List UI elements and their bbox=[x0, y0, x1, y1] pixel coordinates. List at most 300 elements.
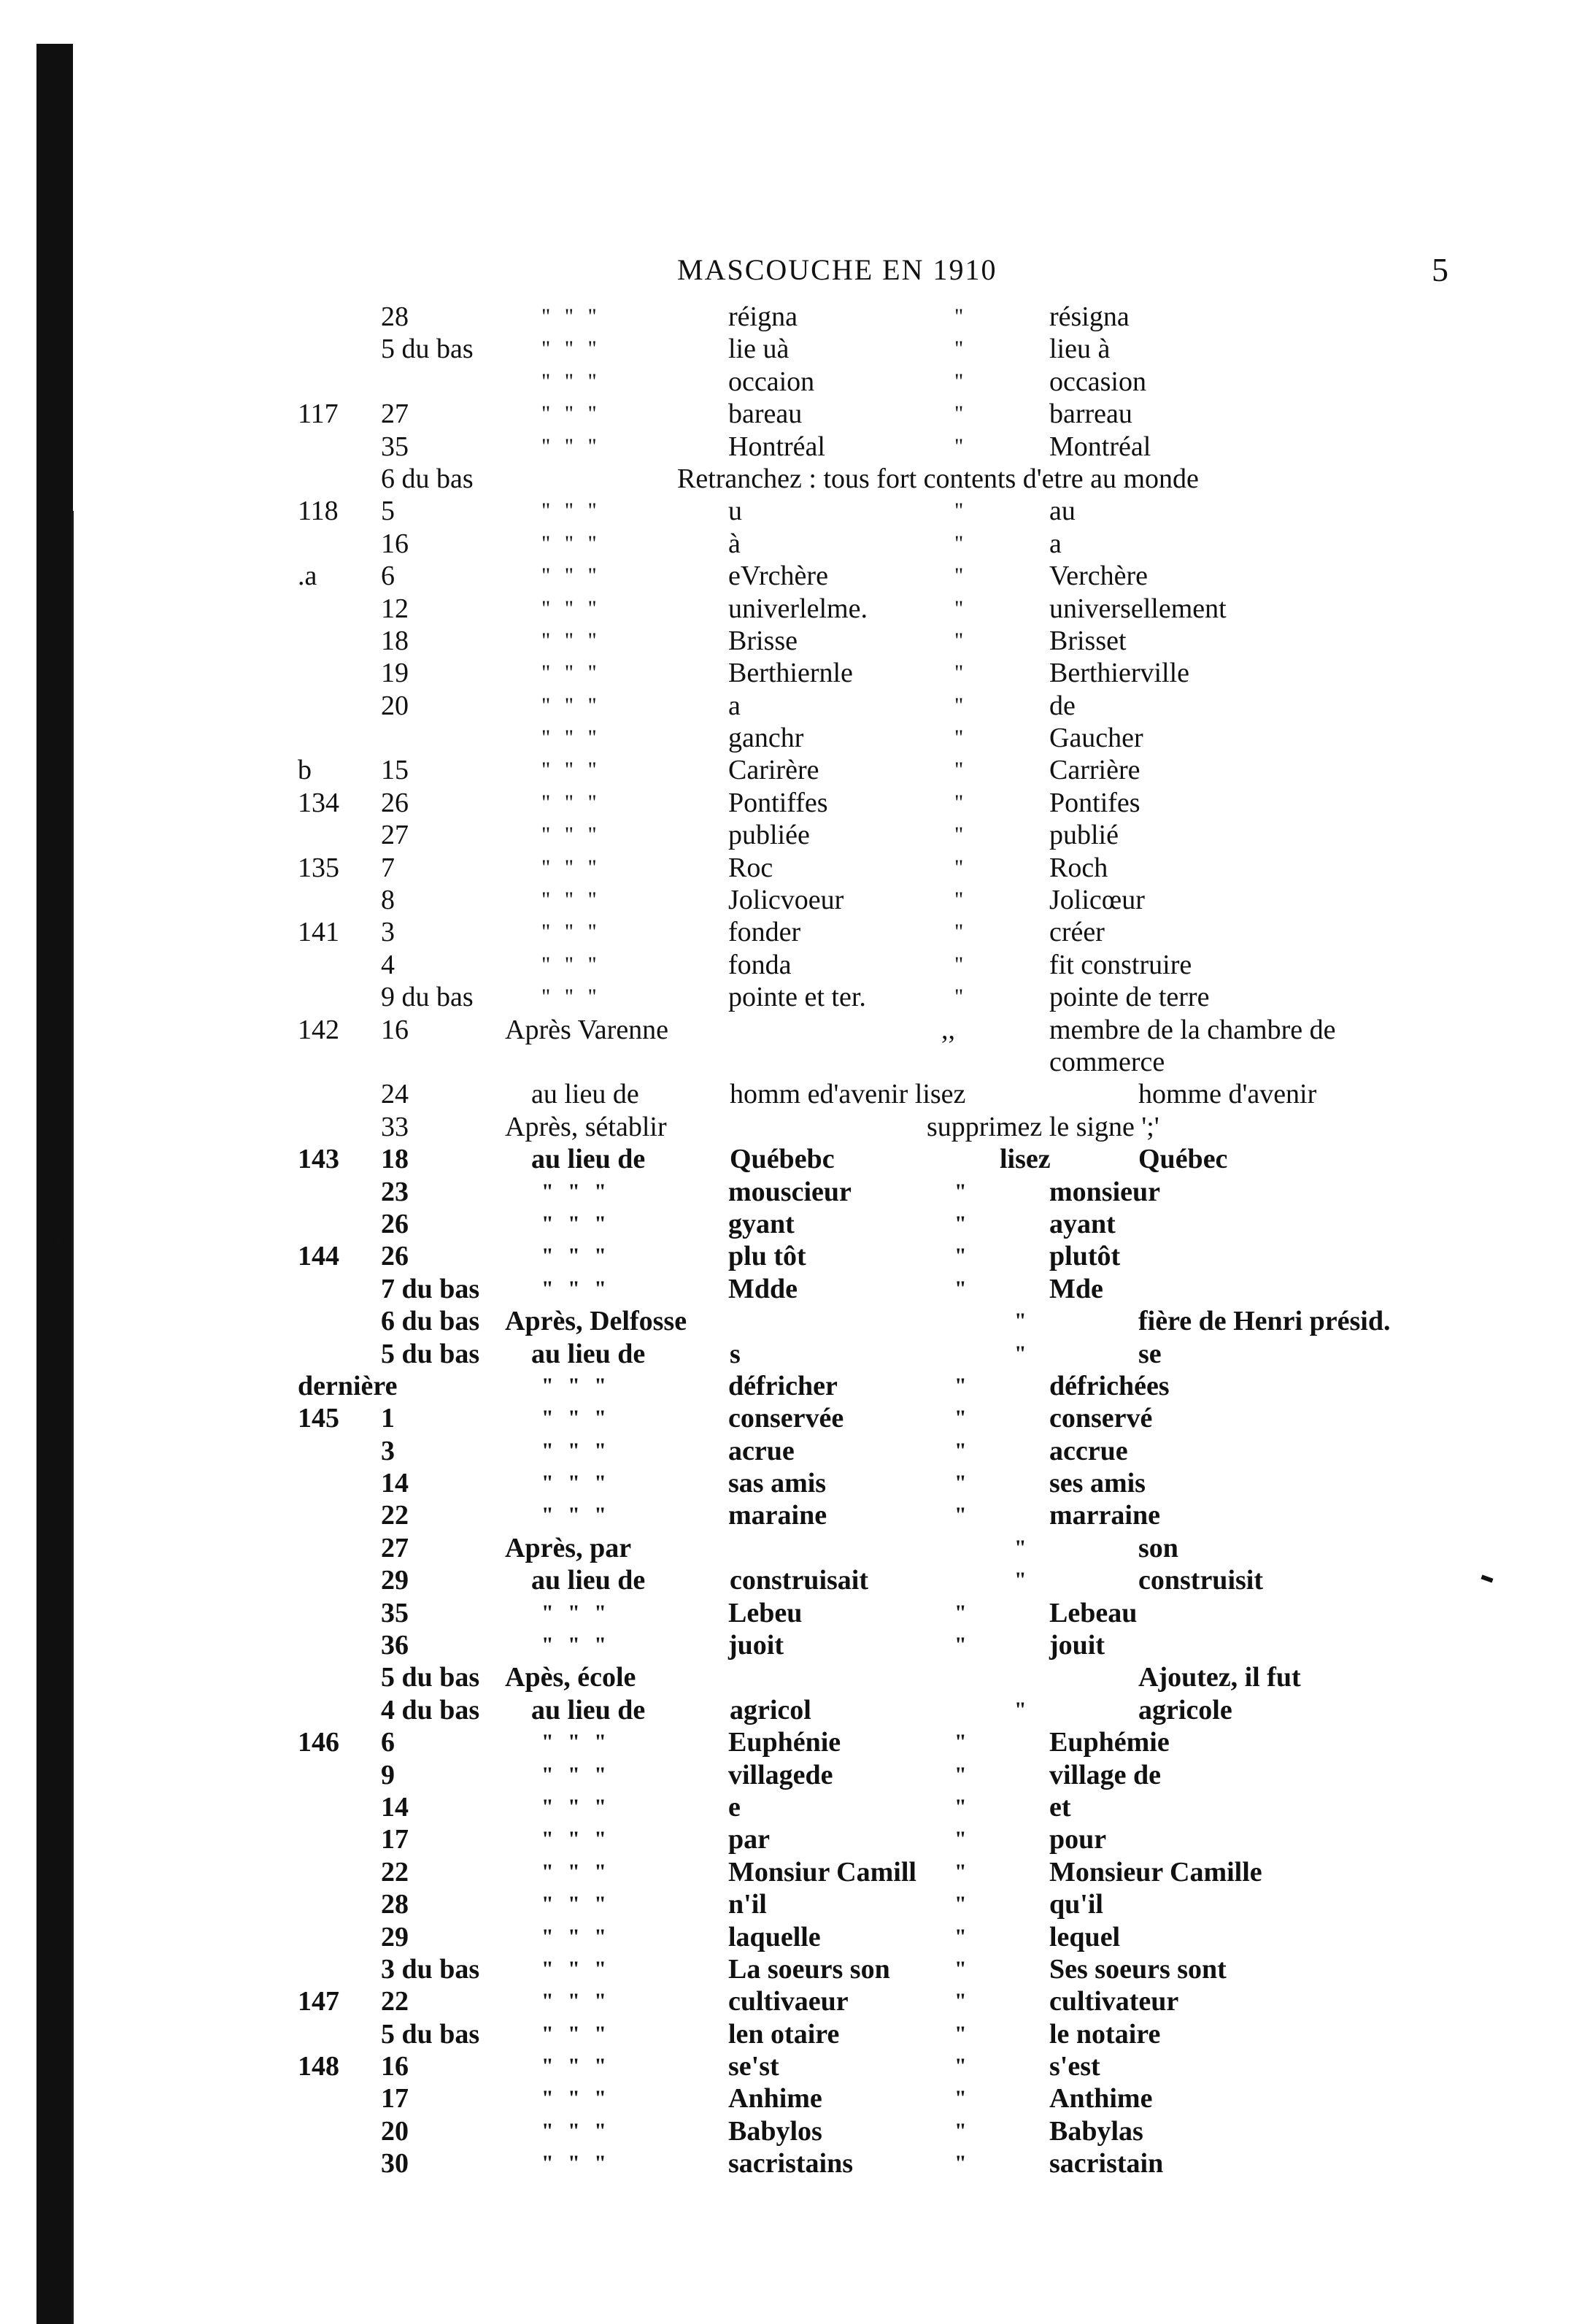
instruction-text: au lieu de bbox=[531, 1144, 646, 1175]
ditto-marks: " " " bbox=[541, 1762, 611, 1787]
line-ref: 29 bbox=[381, 1921, 409, 1952]
page-number: 5 bbox=[1432, 251, 1448, 288]
ditto-mark: " bbox=[954, 1471, 967, 1496]
incorrect-text: construisait bbox=[730, 1565, 868, 1596]
ditto-mark: " bbox=[1014, 1309, 1027, 1334]
ditto-mark: " bbox=[1014, 1535, 1027, 1560]
ditto-marks: " " " bbox=[541, 661, 601, 685]
ditto-marks: " " " bbox=[541, 1794, 611, 1819]
corrected-text: occasion bbox=[1049, 366, 1146, 397]
running-title: MASCOUCHE EN 1910 bbox=[677, 253, 997, 286]
ditto-marks: " " " bbox=[541, 1373, 611, 1398]
ditto-marks: " " " bbox=[541, 920, 601, 944]
incorrect-text: juoit bbox=[728, 1630, 784, 1661]
ditto-mark: " bbox=[954, 1794, 967, 1819]
incorrect-text: cultivaeur bbox=[728, 1986, 849, 2017]
errata-row bbox=[0, 431, 1571, 463]
errata-row bbox=[0, 1985, 1571, 2017]
incorrect-text: occaion bbox=[728, 366, 815, 397]
errata-row bbox=[0, 2050, 1571, 2082]
ditto-mark: " bbox=[954, 855, 964, 880]
lisez-label: lisez bbox=[1000, 1144, 1051, 1175]
errata-row bbox=[0, 884, 1571, 916]
errata-row bbox=[0, 1046, 1571, 1078]
ditto-mark: " bbox=[954, 1406, 967, 1431]
ditto-mark: " bbox=[954, 401, 964, 426]
errata-row bbox=[0, 1305, 1571, 1337]
ditto-mark: " bbox=[954, 952, 964, 977]
corrected-text: Babylas bbox=[1049, 2115, 1143, 2147]
incorrect-text: sas amis bbox=[728, 1468, 827, 1499]
errata-row bbox=[0, 657, 1571, 689]
ditto-marks: " " " bbox=[541, 563, 601, 588]
corrected-text: lieu à bbox=[1049, 334, 1111, 365]
instruction-text: au lieu de bbox=[531, 1338, 646, 1369]
page-ref: 146 bbox=[298, 1727, 339, 1758]
line-ref: 26 bbox=[381, 1241, 409, 1272]
incorrect-text: villagede bbox=[728, 1759, 833, 1790]
incorrect-text: mouscieur bbox=[728, 1176, 852, 1207]
incorrect-text: Lebeu bbox=[728, 1597, 803, 1628]
ditto-mark: " bbox=[954, 1989, 967, 2014]
ditto-mark: " bbox=[954, 661, 964, 685]
incorrect-text: bareau bbox=[728, 399, 803, 430]
errata-row bbox=[0, 754, 1571, 786]
ditto-marks: " " " bbox=[541, 304, 601, 328]
line-ref: 3 bbox=[381, 917, 395, 948]
page-ref: b bbox=[298, 755, 312, 786]
corrected-text: s'est bbox=[1049, 2051, 1100, 2082]
ditto-mark: " bbox=[954, 2021, 967, 2046]
page-ref: 144 bbox=[298, 1241, 339, 1272]
incorrect-text: à bbox=[728, 528, 741, 559]
ditto-mark: " bbox=[1014, 1341, 1027, 1366]
errata-row bbox=[0, 463, 1571, 495]
ditto-marks: " " " bbox=[541, 1827, 611, 1852]
ditto-mark: " bbox=[954, 1438, 967, 1463]
incorrect-text: fonda bbox=[728, 949, 792, 980]
instruction-text: Apès, école bbox=[505, 1662, 636, 1693]
corrected-text: agricole bbox=[1138, 1694, 1232, 1725]
line-ref: 29 bbox=[381, 1565, 409, 1596]
errata-row bbox=[0, 1532, 1571, 1564]
errata-row bbox=[0, 1823, 1571, 1855]
incorrect-text: laquelle bbox=[728, 1921, 821, 1952]
page-ref: 135 bbox=[298, 852, 339, 883]
line-ref: 20 bbox=[381, 690, 409, 721]
ditto-mark: " bbox=[954, 726, 964, 750]
ditto-marks: " " " bbox=[541, 952, 601, 977]
ditto-mark: " bbox=[954, 2151, 967, 2176]
errata-row bbox=[0, 366, 1571, 398]
ditto-marks: " " " bbox=[541, 1244, 611, 1269]
ditto-mark: " bbox=[954, 1859, 967, 1884]
errata-row bbox=[0, 1208, 1571, 1240]
ditto-mark: " bbox=[954, 1179, 967, 1204]
incorrect-text: conservée bbox=[728, 1403, 844, 1434]
line-ref: 14 bbox=[381, 1791, 409, 1823]
line-ref: 6 bbox=[381, 1727, 395, 1758]
incorrect-text: réigna bbox=[728, 301, 798, 332]
line-ref: 6 du bas bbox=[381, 1306, 480, 1337]
line-ref: 28 bbox=[381, 301, 409, 332]
incorrect-text: Brisse bbox=[728, 625, 798, 656]
ditto-mark: " bbox=[954, 1244, 967, 1269]
ditto-mark: " bbox=[954, 1373, 967, 1398]
ditto-mark: " bbox=[954, 823, 964, 847]
incorrect-text: Jolicvoeur bbox=[728, 885, 844, 916]
corrected-text: Lebeau bbox=[1049, 1597, 1138, 1628]
line-ref: 22 bbox=[381, 1500, 409, 1531]
ditto-mark: " bbox=[954, 888, 964, 912]
page-ref: 141 bbox=[298, 917, 339, 948]
errata-row bbox=[0, 1402, 1571, 1434]
line-ref: 26 bbox=[381, 787, 409, 818]
ditto-marks: " " " bbox=[541, 1924, 611, 1949]
errata-row bbox=[0, 1273, 1571, 1305]
incorrect-text: Anhime bbox=[728, 2083, 822, 2115]
ditto-marks: " " " bbox=[541, 1989, 611, 2014]
errata-row bbox=[0, 333, 1571, 365]
errata-row bbox=[0, 722, 1571, 754]
corrected-text: cultivateur bbox=[1049, 1986, 1179, 2017]
ditto-mark: " bbox=[954, 499, 964, 523]
corrected-text: village de bbox=[1049, 1759, 1162, 1790]
corrected-text: Pontifes bbox=[1049, 787, 1140, 818]
corrected-text: Ses soeurs sont bbox=[1049, 1953, 1227, 1985]
errata-row bbox=[0, 1111, 1571, 1143]
incorrect-text: Québebc bbox=[730, 1144, 835, 1175]
errata-row bbox=[0, 1240, 1571, 1272]
ditto-mark: " bbox=[954, 2086, 967, 2111]
line-ref: 35 bbox=[381, 431, 409, 462]
ditto-marks: " " " bbox=[541, 2054, 611, 2079]
ditto-marks: " " " bbox=[541, 531, 601, 555]
errata-row bbox=[0, 1629, 1571, 1661]
line-ref: 5 du bas bbox=[381, 1662, 480, 1693]
corrected-text: membre de la chambre de bbox=[1049, 1014, 1336, 1045]
corrected-text: de bbox=[1049, 690, 1076, 721]
errata-row bbox=[0, 916, 1571, 948]
ditto-marks: " " " bbox=[541, 1600, 611, 1625]
line-ref: 18 bbox=[381, 1144, 409, 1175]
line-ref: 9 du bas bbox=[381, 982, 474, 1013]
ditto-marks: " " " bbox=[541, 1730, 611, 1755]
page-ref: 145 bbox=[298, 1403, 339, 1434]
corrected-text: Ajoutez, il fut bbox=[1138, 1662, 1301, 1693]
errata-row bbox=[0, 560, 1571, 592]
errata-row bbox=[0, 1176, 1571, 1208]
line-ref: 8 bbox=[381, 885, 395, 916]
line-ref: 30 bbox=[381, 2148, 409, 2179]
line-ref: 5 du bas bbox=[381, 334, 474, 365]
line-ref: 4 du bas bbox=[381, 1694, 480, 1725]
ditto-mark: " bbox=[954, 985, 964, 1009]
corrected-text: publié bbox=[1049, 820, 1119, 851]
incorrect-text: univerlelme. bbox=[728, 593, 868, 624]
ditto-marks: " " " bbox=[541, 985, 601, 1009]
ditto-marks: " " " bbox=[541, 369, 601, 393]
incorrect-text: se'st bbox=[728, 2051, 779, 2082]
errata-row bbox=[0, 2115, 1571, 2147]
ditto-marks: " " " bbox=[541, 693, 601, 717]
errata-row bbox=[0, 819, 1571, 851]
errata-row bbox=[0, 1759, 1571, 1791]
ink-speck bbox=[55, 1236, 63, 1244]
errata-list bbox=[0, 301, 1571, 2180]
ditto-marks: " " " bbox=[541, 1503, 611, 1528]
errata-row bbox=[0, 2147, 1571, 2179]
instruction-text: au lieu de bbox=[531, 1079, 639, 1110]
errata-row bbox=[0, 1953, 1571, 1985]
ditto-marks: " " " bbox=[541, 790, 601, 815]
line-ref: 27 bbox=[381, 399, 409, 430]
corrected-text: son bbox=[1138, 1532, 1178, 1563]
ditto-mark: " bbox=[954, 1924, 967, 1949]
ditto-marks: " " " bbox=[541, 1859, 611, 1884]
corrected-text: créer bbox=[1049, 917, 1105, 948]
corrected-text: Jolicœur bbox=[1049, 885, 1145, 916]
errata-row bbox=[0, 2082, 1571, 2115]
instruction-text: Après, par bbox=[505, 1532, 632, 1563]
page-ref: 147 bbox=[298, 1986, 339, 2017]
errata-row bbox=[0, 1921, 1571, 1953]
corrected-text: ayant bbox=[1049, 1208, 1116, 1239]
corrected-text: commerce bbox=[1049, 1046, 1165, 1077]
ditto-mark: " bbox=[954, 693, 964, 717]
ditto-marks: " " " bbox=[541, 1471, 611, 1496]
instruction-text: au lieu de bbox=[531, 1565, 646, 1596]
errata-row bbox=[0, 1888, 1571, 1920]
corrected-text: résigna bbox=[1049, 301, 1130, 332]
line-ref: 14 bbox=[381, 1468, 409, 1499]
instruction-text: Retranchez : tous fort contents d'etre au monde bbox=[677, 463, 1199, 494]
ditto-mark: ,, bbox=[941, 1014, 955, 1045]
ditto-marks: " " " bbox=[541, 1892, 611, 1917]
incorrect-text: La soeurs son bbox=[728, 1953, 890, 1985]
errata-row bbox=[0, 2018, 1571, 2050]
ditto-marks: " " " bbox=[541, 336, 601, 361]
corrected-text: pour bbox=[1049, 1824, 1107, 1855]
ditto-mark: " bbox=[954, 2118, 967, 2143]
incorrect-text: agricol bbox=[730, 1694, 811, 1725]
errata-row bbox=[0, 787, 1571, 819]
ditto-mark: " bbox=[954, 596, 964, 620]
line-ref: 3 bbox=[381, 1435, 395, 1466]
incorrect-text: e bbox=[728, 1791, 741, 1823]
ditto-marks: " " " bbox=[541, 726, 601, 750]
errata-row bbox=[0, 495, 1571, 527]
instruction-text: Après Varenne bbox=[505, 1014, 669, 1045]
page-ref: .a bbox=[298, 561, 317, 592]
line-ref: 24 bbox=[381, 1079, 409, 1110]
page-ref: 143 bbox=[298, 1144, 339, 1175]
ditto-mark: " bbox=[954, 434, 964, 458]
corrected-text: Roch bbox=[1049, 852, 1108, 883]
corrected-text: monsieur bbox=[1049, 1176, 1160, 1207]
corrected-text: sacristain bbox=[1049, 2148, 1164, 2179]
incorrect-text: lie uà bbox=[728, 334, 790, 365]
ditto-mark: " bbox=[954, 336, 964, 361]
corrected-text: Montréal bbox=[1049, 431, 1151, 462]
corrected-text: qu'il bbox=[1049, 1889, 1103, 1920]
line-ref: 3 du bas bbox=[381, 1953, 480, 1985]
corrected-text: le notaire bbox=[1049, 2018, 1161, 2050]
line-ref: 7 du bas bbox=[381, 1273, 480, 1304]
ditto-mark: " bbox=[954, 1633, 967, 1658]
page-header bbox=[0, 250, 1571, 290]
corrected-text: Berthierville bbox=[1049, 658, 1190, 689]
errata-row bbox=[0, 1370, 1571, 1402]
incorrect-text: acrue bbox=[728, 1435, 795, 1466]
incorrect-text: homm ed'avenir lisez bbox=[730, 1079, 966, 1110]
line-ref: 18 bbox=[381, 625, 409, 656]
corrected-text: a bbox=[1049, 528, 1062, 559]
incorrect-text: a bbox=[728, 690, 741, 721]
ditto-mark: " bbox=[954, 1762, 967, 1787]
ditto-marks: " " " bbox=[541, 823, 601, 847]
line-ref: 12 bbox=[381, 593, 409, 624]
corrected-text: Mde bbox=[1049, 1273, 1103, 1304]
incorrect-text: plu tôt bbox=[728, 1241, 806, 1272]
ditto-marks: " " " bbox=[541, 888, 601, 912]
ditto-marks: " " " bbox=[541, 1211, 611, 1236]
corrected-text: marraine bbox=[1049, 1500, 1160, 1531]
line-ref: 20 bbox=[381, 2115, 409, 2147]
errata-row bbox=[0, 949, 1571, 981]
line-ref: 16 bbox=[381, 2051, 409, 2082]
errata-row bbox=[0, 528, 1571, 560]
incorrect-text: Pontiffes bbox=[728, 787, 828, 818]
errata-row bbox=[0, 1014, 1571, 1046]
ditto-mark: " bbox=[954, 1827, 967, 1852]
line-ref: 15 bbox=[381, 755, 409, 786]
line-ref: 5 bbox=[381, 496, 395, 527]
ditto-mark: " bbox=[954, 1892, 967, 1917]
errata-row bbox=[0, 1467, 1571, 1499]
line-ref: 27 bbox=[381, 820, 409, 851]
ditto-marks: " " " bbox=[541, 758, 601, 782]
ditto-marks: " " " bbox=[541, 1276, 611, 1301]
incorrect-text: Carirère bbox=[728, 755, 819, 786]
ditto-mark: " bbox=[1014, 1697, 1027, 1722]
incorrect-text: publiée bbox=[728, 820, 810, 851]
ditto-marks: " " " bbox=[541, 401, 601, 426]
errata-row bbox=[0, 593, 1571, 625]
ditto-mark: " bbox=[954, 304, 964, 328]
line-ref: 7 bbox=[381, 852, 395, 883]
corrected-text: se bbox=[1138, 1338, 1162, 1369]
page-ref: dernière bbox=[298, 1370, 398, 1401]
corrected-text: fit construire bbox=[1049, 949, 1192, 980]
corrected-text: accrue bbox=[1049, 1435, 1128, 1466]
ditto-mark: " bbox=[954, 790, 964, 815]
line-ref: 17 bbox=[381, 2083, 409, 2115]
ditto-mark: " bbox=[954, 531, 964, 555]
corrected-text: Carrière bbox=[1049, 755, 1140, 786]
line-ref: 5 du bas bbox=[381, 2018, 480, 2050]
ditto-mark: " bbox=[954, 563, 964, 588]
ditto-mark: " bbox=[1014, 1568, 1027, 1593]
errata-row bbox=[0, 1078, 1571, 1110]
corrected-text: Brisset bbox=[1049, 625, 1127, 656]
line-ref: 28 bbox=[381, 1889, 409, 1920]
ditto-marks: " " " bbox=[541, 628, 601, 653]
corrected-text: Monsieur Camille bbox=[1049, 1856, 1262, 1888]
corrected-text: Gaucher bbox=[1049, 723, 1143, 754]
incorrect-text: Berthiernle bbox=[728, 658, 853, 689]
corrected-text: barreau bbox=[1049, 399, 1132, 430]
incorrect-text: s bbox=[730, 1338, 741, 1369]
errata-row bbox=[0, 981, 1571, 1013]
incorrect-text: pointe et ter. bbox=[728, 982, 866, 1013]
page-ref: 134 bbox=[298, 787, 339, 818]
incorrect-text: par bbox=[728, 1824, 770, 1855]
errata-row bbox=[0, 301, 1571, 333]
corrected-text: pointe de terre bbox=[1049, 982, 1210, 1013]
incorrect-text: défricher bbox=[728, 1370, 838, 1401]
ditto-mark: " bbox=[954, 1730, 967, 1755]
corrected-text: universellement bbox=[1049, 593, 1227, 624]
page-ref: 118 bbox=[298, 496, 339, 527]
incorrect-text: eVrchère bbox=[728, 561, 828, 592]
corrected-text: homme d'avenir bbox=[1138, 1079, 1317, 1110]
line-ref: 19 bbox=[381, 658, 409, 689]
errata-row bbox=[0, 1435, 1571, 1467]
corrected-text: fière de Henri présid. bbox=[1138, 1306, 1391, 1337]
corrected-text: Verchère bbox=[1049, 561, 1149, 592]
line-ref: 9 bbox=[381, 1759, 395, 1790]
line-ref: 23 bbox=[381, 1176, 409, 1207]
ditto-mark: " bbox=[954, 1211, 967, 1236]
errata-row bbox=[0, 852, 1571, 884]
ditto-marks: " " " bbox=[541, 1179, 611, 1204]
ditto-mark: " bbox=[954, 1503, 967, 1528]
ditto-mark: " bbox=[954, 369, 964, 393]
corrected-text: construisit bbox=[1138, 1565, 1263, 1596]
instruction-text: supprimez le signe ';' bbox=[927, 1111, 1159, 1142]
line-ref: 35 bbox=[381, 1597, 409, 1628]
line-ref: 27 bbox=[381, 1532, 409, 1563]
corrected-text: Québec bbox=[1138, 1144, 1228, 1175]
corrected-text: plutôt bbox=[1049, 1241, 1121, 1272]
corrected-text: Euphémie bbox=[1049, 1727, 1170, 1758]
ditto-marks: " " " bbox=[541, 2118, 611, 2143]
page-ref: 142 bbox=[298, 1014, 339, 1045]
incorrect-text: Roc bbox=[728, 852, 773, 883]
ditto-mark: " bbox=[954, 1956, 967, 1981]
corrected-text: jouit bbox=[1049, 1630, 1105, 1661]
page-ref: 148 bbox=[298, 2051, 339, 2082]
line-ref: 4 bbox=[381, 949, 395, 980]
ditto-mark: " bbox=[954, 758, 964, 782]
incorrect-text: Babylos bbox=[728, 2115, 822, 2147]
line-ref: 22 bbox=[381, 1856, 409, 1888]
errata-row bbox=[0, 1597, 1571, 1629]
corrected-text: conservé bbox=[1049, 1403, 1153, 1434]
ditto-marks: " " " bbox=[541, 499, 601, 523]
ditto-marks: " " " bbox=[541, 2086, 611, 2111]
line-ref: 6 bbox=[381, 561, 395, 592]
errata-row bbox=[0, 1661, 1571, 1693]
incorrect-text: len otaire bbox=[728, 2018, 840, 2050]
corrected-text: défrichées bbox=[1049, 1370, 1170, 1401]
page-ref: 117 bbox=[298, 399, 339, 430]
ditto-marks: " " " bbox=[541, 2151, 611, 2176]
incorrect-text: Euphénie bbox=[728, 1727, 841, 1758]
ditto-mark: " bbox=[954, 920, 964, 944]
incorrect-text: n'il bbox=[728, 1889, 767, 1920]
